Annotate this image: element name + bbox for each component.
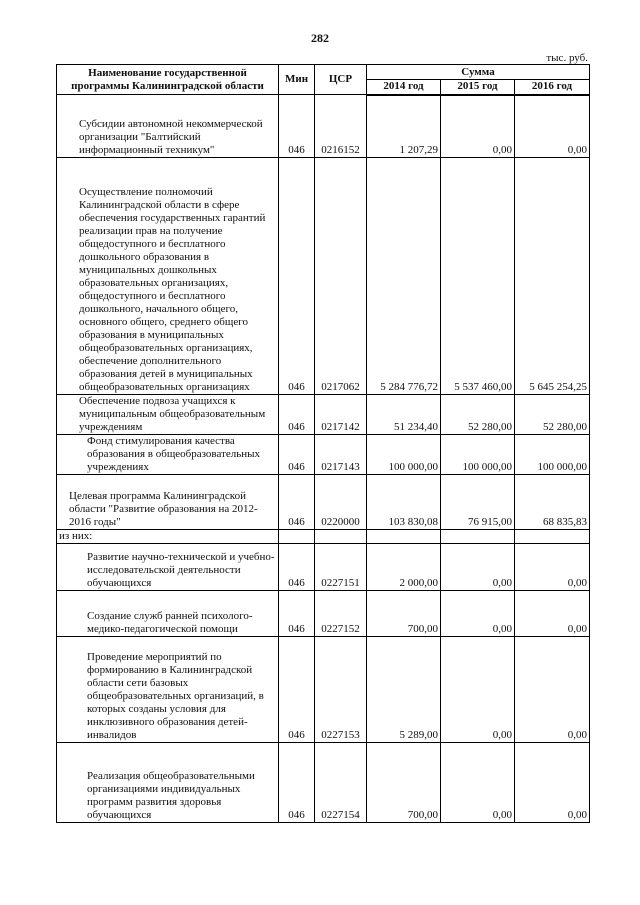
ministry-code-cell: 046 [279, 395, 315, 435]
amount-2014-cell: 700,00 [367, 743, 441, 823]
program-name-cell [57, 591, 279, 637]
budget-table [56, 64, 590, 823]
csr-code-cell: 0227153 [315, 637, 367, 743]
program-name-text: Развитие научно-технической и учебно-исследовательской деятельности обучающихся [87, 551, 275, 589]
amount-2016-cell: 0,00 [515, 95, 590, 158]
program-name-text: Обеспечение подвоза учащихся к муниципальным общеобразовательным учреждениям [79, 395, 266, 433]
amount-2016-cell: 0,00 [515, 743, 590, 823]
program-name-text: из них: [59, 530, 93, 542]
program-name-cell [57, 637, 279, 743]
amount-2015-cell: 76 915,00 [441, 475, 515, 530]
ministry-code-cell: 046 [279, 158, 315, 395]
csr-code-cell: 0227152 [315, 591, 367, 637]
header-csr-column: ЦСР [315, 65, 367, 95]
program-name-cell [57, 530, 279, 544]
amount-2015-cell: 100 000,00 [441, 435, 515, 475]
ministry-code-cell: 046 [279, 435, 315, 475]
amount-2015-cell: 0,00 [441, 95, 515, 158]
program-name-text: Реализация общеобразовательными организациями индивидуальных программ развития здоровья обучающихся [87, 770, 255, 821]
header-year-2016: 2016 год [515, 80, 590, 95]
program-name-cell [57, 435, 279, 475]
csr-code-cell: 0227151 [315, 544, 367, 591]
table-row [57, 530, 590, 544]
amount-2015-cell: 0,00 [441, 591, 515, 637]
ministry-code-cell: 046 [279, 591, 315, 637]
table-row [57, 475, 590, 530]
amount-2015-cell: 5 537 460,00 [441, 158, 515, 395]
program-name-cell [57, 743, 279, 823]
csr-code-cell: 0217062 [315, 158, 367, 395]
amount-2014-cell: 700,00 [367, 591, 441, 637]
program-name-cell [57, 475, 279, 530]
header-min-column: Мин [279, 65, 315, 95]
csr-code-cell: 0216152 [315, 95, 367, 158]
table-row [57, 637, 590, 743]
csr-code-cell: 0217142 [315, 395, 367, 435]
program-name-text: Создание служб ранней психолого-медико-педагогической помощи [87, 610, 253, 635]
amount-2016-cell: 5 645 254,25 [515, 158, 590, 395]
table-row [57, 435, 590, 475]
amount-2016-cell: 52 280,00 [515, 395, 590, 435]
program-name-cell [57, 95, 279, 158]
table-row [57, 95, 590, 158]
amount-2016-cell: 100 000,00 [515, 435, 590, 475]
amount-2014-cell: 5 284 776,72 [367, 158, 441, 395]
table-row [57, 591, 590, 637]
amount-2016-cell [515, 530, 590, 544]
csr-code-cell: 0227154 [315, 743, 367, 823]
csr-code-cell [315, 530, 367, 544]
amount-2014-cell: 2 000,00 [367, 544, 441, 591]
ministry-code-cell: 046 [279, 544, 315, 591]
header-year-2015: 2015 год [441, 80, 515, 95]
ministry-code-cell [279, 530, 315, 544]
amount-2014-cell: 51 234,40 [367, 395, 441, 435]
amount-2016-cell: 68 835,83 [515, 475, 590, 530]
amount-2015-cell: 0,00 [441, 544, 515, 591]
header-name-column: Наименование государственной программы Калининградской области [57, 65, 279, 95]
ministry-code-cell: 046 [279, 743, 315, 823]
amount-2016-cell: 0,00 [515, 591, 590, 637]
ministry-code-cell: 046 [279, 637, 315, 743]
program-name-text: Осуществление полномочий Калининградской области в сфере обеспечения государственных гарантий реализации прав на получение общедоступного и бесплатного дошкольного образования в муниципальных дошкольных образовательных организациях, общедоступного и бесплатного дошкольного, начального общего, основного общего, среднего общего образования в муниципальных общеобразовательных организациях, обеспечение дополнительного образования детей в муниципальных общеобразовательных организациях [79, 186, 266, 393]
table-row [57, 743, 590, 823]
ministry-code-cell: 046 [279, 475, 315, 530]
csr-code-cell: 0220000 [315, 475, 367, 530]
header-year-2014: 2014 год [367, 80, 441, 95]
page-number: 282 [311, 31, 329, 45]
program-name-cell [57, 158, 279, 395]
amount-2014-cell: 1 207,29 [367, 95, 441, 158]
program-name-text: Проведение мероприятий по формированию в Калининградской области сети базовых общеобразовательных организаций, в которых созданы условия для инклюзивного образования детей-инвалидов [87, 651, 264, 741]
amount-2014-cell: 100 000,00 [367, 435, 441, 475]
amount-2015-cell: 0,00 [441, 743, 515, 823]
amount-2016-cell: 0,00 [515, 544, 590, 591]
csr-code-cell: 0217143 [315, 435, 367, 475]
table-row [57, 395, 590, 435]
amount-2015-cell: 0,00 [441, 637, 515, 743]
amount-2014-cell: 5 289,00 [367, 637, 441, 743]
header-sum-column: Сумма [367, 65, 590, 80]
ministry-code-cell: 046 [279, 95, 315, 158]
amount-2015-cell [441, 530, 515, 544]
program-name-text: Субсидии автономной некоммерческой организации "Балтийский информационный техникум" [79, 118, 263, 156]
units-label: тыс. руб. [546, 52, 588, 64]
table-row [57, 158, 590, 395]
program-name-cell [57, 395, 279, 435]
amount-2014-cell: 103 830,08 [367, 475, 441, 530]
program-name-text: Фонд стимулирования качества образования в общеобразовательных учреждениях [87, 435, 261, 473]
amount-2014-cell [367, 530, 441, 544]
program-name-cell [57, 544, 279, 591]
program-name-text: Целевая программа Калининградской области "Развитие образования на 2012-2016 годы" [69, 490, 258, 528]
table-row [57, 544, 590, 591]
amount-2016-cell: 0,00 [515, 637, 590, 743]
amount-2015-cell: 52 280,00 [441, 395, 515, 435]
